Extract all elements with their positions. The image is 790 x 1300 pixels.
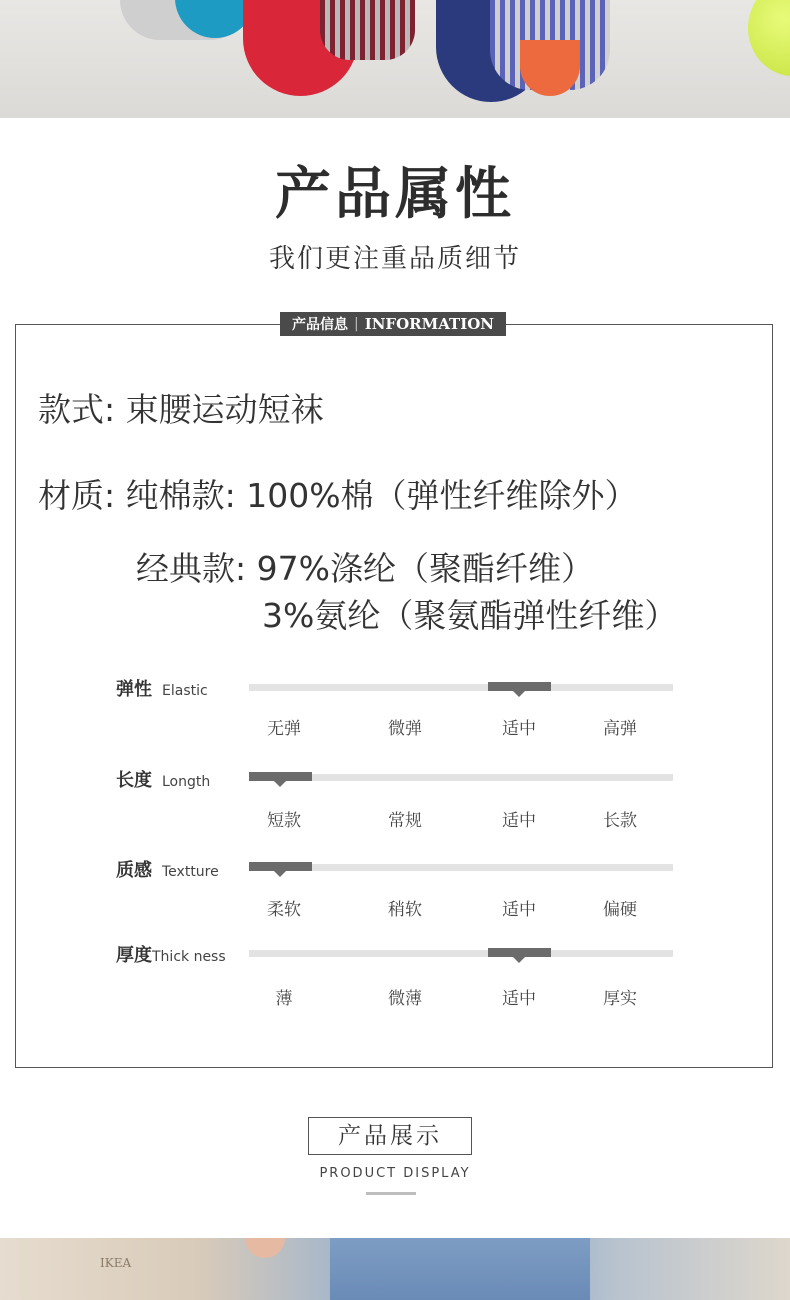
- metric-level: 微薄: [388, 989, 422, 1009]
- product-photo-bottom: [0, 1238, 790, 1300]
- metric-label-cn: 长度: [116, 770, 152, 791]
- metric-track: [249, 950, 673, 957]
- metric-level: 薄: [275, 989, 293, 1009]
- metric-label: [116, 856, 219, 882]
- metric-level: 适中: [502, 719, 536, 739]
- sock-red-striped: [320, 0, 415, 60]
- metric-level: 柔软: [267, 900, 301, 920]
- metric-label-en: Longth: [162, 774, 211, 790]
- material-spandex: 3%氨纶（聚氨酯弹性纤维）: [262, 596, 678, 635]
- metric-label-cn: 弹性: [116, 679, 152, 700]
- page-subtitle: 我们更注重品质细节: [268, 244, 521, 274]
- metric-marker: [249, 862, 312, 871]
- material-classic: 经典款: 97%涤纶（聚酯纤维）: [136, 549, 594, 588]
- info-tag-cn: 产品信息: [291, 317, 348, 333]
- metric-marker: [249, 772, 312, 781]
- tennis-ball: [748, 0, 790, 76]
- metric-track: [249, 864, 673, 871]
- metric-level: 长款: [603, 811, 637, 831]
- metric-level: 常规: [388, 811, 422, 831]
- metric-level: 适中: [502, 900, 536, 920]
- photo-box-label: IKEA: [100, 1256, 132, 1270]
- metric-label-cn: 厚度: [116, 945, 152, 966]
- jeans: [330, 1238, 590, 1300]
- metric-level: 适中: [502, 811, 536, 831]
- metric-level: 偏硬: [603, 900, 637, 920]
- metric-level: 稍软: [388, 900, 422, 920]
- info-tag-separator: |: [353, 316, 359, 332]
- metric-level: 微弹: [388, 719, 422, 739]
- material-attribute: 材质: 纯棉款: 100%棉（弹性纤维除外）: [38, 476, 638, 515]
- hand: [245, 1238, 285, 1258]
- metric-level: 高弹: [603, 719, 637, 739]
- metric-label: [116, 675, 208, 701]
- style-attribute: 款式: 束腰运动短袜: [38, 390, 324, 429]
- metric-marker: [488, 948, 551, 957]
- metric-label-cn: 质感: [116, 860, 152, 881]
- product-display-subtitle: PRODUCT DISPLAY: [319, 1166, 471, 1181]
- product-display-title: 产品展示: [308, 1117, 472, 1155]
- info-tag-en: INFORMATION: [364, 315, 494, 333]
- metric-label-en: Elastic: [162, 683, 208, 699]
- product-photo-socks-top: [0, 0, 790, 118]
- metric-label-en: Thick ness: [152, 949, 226, 965]
- metric-label: [116, 766, 210, 792]
- metric-track: [249, 774, 673, 781]
- metric-label: [116, 941, 226, 967]
- info-section-tag: [280, 312, 506, 336]
- metric-marker: [488, 682, 551, 691]
- metric-label-en: Textture: [162, 864, 219, 880]
- metric-level: 短款: [267, 811, 301, 831]
- metric-level: 适中: [502, 989, 536, 1009]
- page-title: 产品属性: [275, 162, 515, 227]
- metric-level: 厚实: [603, 989, 637, 1009]
- divider: [366, 1192, 416, 1195]
- metric-level: 无弹: [267, 719, 301, 739]
- metric-track: [249, 684, 673, 691]
